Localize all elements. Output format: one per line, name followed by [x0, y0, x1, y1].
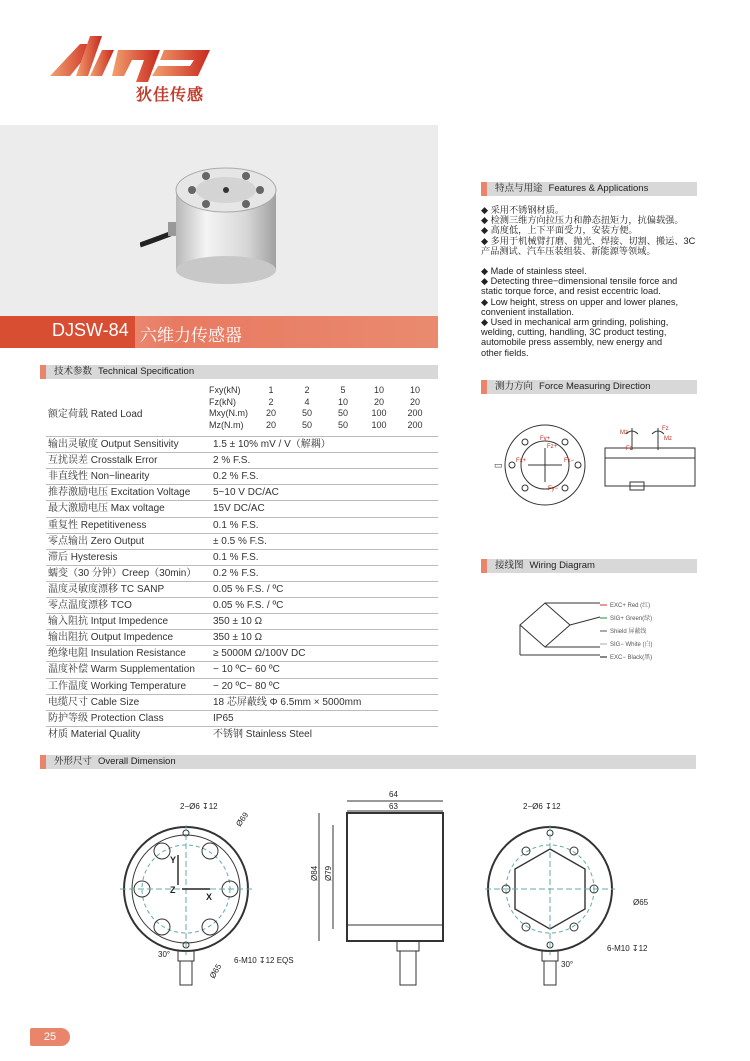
- axis-y: Y: [170, 855, 177, 865]
- spec-key: 输入阻抗 Intput Impedence: [48, 616, 169, 628]
- force-direction-diagram: [490, 420, 700, 520]
- force-label-fx-plus: Fx+: [516, 458, 527, 464]
- force-label-fx-minus: Fx−: [564, 458, 575, 464]
- right-pcd: Ø65: [633, 898, 649, 907]
- panel-curve: [340, 125, 460, 325]
- spec-row: [46, 710, 438, 727]
- rated-load-value: 100: [371, 419, 387, 430]
- feature-line: automobile press assembly, new energy and: [481, 337, 663, 348]
- rated-load-row: [209, 397, 433, 409]
- rated-load-value: 50: [337, 408, 348, 418]
- spec-value: 不锈钢 Stainless Steel: [213, 728, 312, 740]
- left-holes-label: 2−Ø6 ↧12: [180, 802, 218, 811]
- spec-key: 零点输出 Zero Output: [48, 535, 145, 547]
- product-title-bar: [0, 316, 438, 348]
- rated-load-row-name: Mz(N.m): [209, 419, 244, 430]
- dimension-bottom-view: [485, 785, 695, 995]
- spec-row: [46, 629, 438, 646]
- spec-row: [46, 678, 438, 695]
- force-label-fy-plus: Fy+: [540, 436, 551, 442]
- product-model: DJSW-84: [52, 320, 129, 340]
- brand-name-cn: 狄佳传感: [136, 87, 205, 104]
- spec-value: 350 ± 10 Ω: [213, 632, 263, 644]
- spec-value: 18 芯屏蔽线 Φ 6.5mm × 5000mm: [213, 696, 362, 708]
- side-width-inner: 63: [389, 802, 398, 811]
- spec-key: 工作温度 Working Temperature: [48, 680, 187, 692]
- spec-value: 1.5 ± 10% mV / V（解耦）: [213, 439, 331, 450]
- spec-row: [46, 500, 438, 517]
- spec-value: ± 0.5 % F.S.: [213, 535, 267, 547]
- spec-value: 0.2 % F.S.: [213, 471, 259, 483]
- feature-line: convenient installation.: [481, 306, 574, 317]
- rated-load-value: 100: [371, 408, 387, 418]
- rated-load-row: [209, 385, 433, 397]
- rated-load-row: [209, 408, 433, 420]
- rated-load: [46, 385, 438, 435]
- spec-value: 2 % F.S.: [213, 455, 251, 467]
- spec-row: [46, 468, 438, 485]
- spec-key: 输出灵敏度 Output Sensitivity: [48, 439, 179, 450]
- spec-value: ≥ 5000M Ω/100V DC: [213, 648, 306, 660]
- wire-label: SIG+ Green(绿): [610, 616, 653, 622]
- spec-key: 最大激励电压 Max voltage: [48, 503, 165, 515]
- rated-load-value: 2: [268, 396, 274, 407]
- force-label-fz-1: Fz: [626, 446, 633, 452]
- wire-label: SIG− White (白): [610, 642, 653, 648]
- rated-load-row: [209, 420, 433, 432]
- feature-line: ◆ Low height, stress on upper and lower planes,: [481, 296, 679, 307]
- svg-text:▭: ▭: [494, 460, 503, 470]
- spec-key: 滞后 Hysteresis: [48, 551, 118, 563]
- spec-key: 重复性 Repetitiveness: [48, 519, 147, 531]
- rated-load-value: 10: [337, 396, 348, 407]
- rated-load-value: 200: [407, 408, 423, 418]
- spec-row: [46, 565, 438, 582]
- spec-row: [46, 613, 438, 630]
- spec-row: [46, 661, 438, 678]
- rated-load-value: 20: [409, 396, 420, 407]
- rated-load-value: 4: [304, 396, 310, 407]
- feature-line: ◆ 采用不锈钢材质。: [481, 205, 565, 215]
- feature-line: static torque force, and resist eccentric load.: [481, 286, 661, 297]
- section-force-direction: 测力方向 Force Measuring Direction: [481, 380, 697, 394]
- product-image: [140, 160, 300, 295]
- spec-value: − 10 ºC~ 60 ºC: [213, 664, 280, 676]
- page-number: 25: [30, 1028, 70, 1046]
- wire-label: EXC− Black(黑): [610, 655, 653, 661]
- rated-load-grid: [209, 385, 433, 431]
- spec-key: 温度灵敏度漂移 TC SANP: [48, 583, 165, 595]
- spec-key: 绝缘电阻 Insulation Resistance: [48, 648, 186, 660]
- feature-line: welding, cutting, handling, 3C product testing,: [481, 327, 667, 338]
- feature-line: ◆ Detecting three−dimensional tensile force and: [481, 276, 678, 287]
- rated-load-value: 200: [407, 419, 423, 430]
- section-features: 特点与用途 Features & Applications: [481, 182, 697, 196]
- rated-load-label: 额定荷载 Rated Load: [48, 409, 143, 420]
- spec-key: 电缆尺寸 Cable Size: [48, 696, 140, 708]
- spec-key: 输出阻抗 Output Impedence: [48, 632, 174, 644]
- spec-value: 0.1 % F.S.: [213, 519, 259, 531]
- side-width-outer: 64: [389, 790, 398, 799]
- section-technical-spec: 技术参数 Technical Specification: [40, 365, 438, 379]
- rated-load-value: 5: [340, 385, 346, 395]
- spec-key: 非直线性 Non−linearity: [48, 471, 150, 483]
- side-height-outer: Ø84: [310, 865, 319, 881]
- spec-value: 15V DC/AC: [213, 503, 265, 515]
- feature-line: ◆ Made of stainless steel.: [481, 266, 587, 277]
- feature-line: other fields.: [481, 347, 529, 358]
- spec-value: IP65: [213, 712, 234, 724]
- right-thread: 6-M10 ↧12: [607, 944, 648, 953]
- spec-key: 温度补偿 Warm Supplementation: [48, 664, 195, 676]
- spec-value: 350 ± 10 Ω: [213, 616, 263, 628]
- rated-load-value: 50: [301, 419, 312, 430]
- feature-line: ◆ 高度低，上下平面受力，安装方便。: [481, 225, 638, 236]
- wire-label: EXC+ Red (红): [610, 603, 651, 609]
- dimension-top-view: [110, 785, 310, 995]
- spec-key: 材质 Material Quality: [48, 728, 141, 740]
- feature-line: ◆ 多用于机械臂打磨、抛光、焊接、切割、搬运、3C: [481, 235, 696, 246]
- axis-z: Z: [170, 885, 176, 895]
- rated-load-value: 50: [301, 408, 312, 418]
- left-angle: 30°: [158, 950, 171, 959]
- spec-value: 0.2 % F.S.: [213, 567, 259, 579]
- spec-row: [46, 726, 438, 743]
- spec-row: [46, 597, 438, 614]
- spec-row: [46, 645, 438, 662]
- spec-row: [46, 484, 438, 501]
- spec-row: [46, 436, 438, 453]
- rated-load-value: 2: [304, 385, 310, 395]
- feature-line: ◆ 检测三维方向拉压力和静态扭矩力，抗偏载强。: [481, 215, 684, 226]
- spec-row: [46, 517, 438, 534]
- dimension-side-view: [305, 785, 455, 995]
- spec-value: 0.1 % F.S.: [213, 551, 259, 563]
- spec-value: − 20 ºC~ 80 ºC: [213, 680, 280, 692]
- left-pcd-outer: Ø69: [234, 810, 251, 829]
- rated-load-value: 10: [373, 385, 384, 395]
- wire-label: Shield 屏蔽线: [610, 629, 647, 635]
- rated-load-value: 20: [265, 408, 276, 418]
- force-label-fy-minus: Fy−: [548, 486, 559, 492]
- product-name-cn: 六维力传感器: [140, 326, 242, 345]
- rated-load-value: 1: [268, 385, 274, 395]
- spec-row: [46, 533, 438, 550]
- force-label-mz-1: Mz: [620, 430, 628, 436]
- spec-row: [46, 581, 438, 598]
- left-thread: 6-M10 ↧12 EQS: [234, 956, 294, 965]
- feature-line: ◆ Used in mechanical arm grinding, polishing,: [481, 317, 669, 328]
- spec-key: 防护等级 Protection Class: [48, 712, 164, 724]
- spec-key: 推荐激励电压 Excitation Voltage: [48, 487, 191, 499]
- spec-value: 5~10 V DC/AC: [213, 487, 279, 499]
- axis-x: X: [206, 892, 213, 902]
- spec-value: 0.05 % F.S. / ºC: [213, 583, 284, 595]
- spec-value: 0.05 % F.S. / ºC: [213, 600, 284, 611]
- rated-load-row-name: Mxy(N.m): [209, 408, 248, 418]
- rated-load-row-name: Fxy(kN): [209, 385, 241, 395]
- spec-row: [46, 549, 438, 566]
- spec-row: [46, 694, 438, 711]
- rated-load-value: 50: [337, 419, 348, 430]
- force-label-mz-2: Mz: [664, 436, 672, 442]
- wiring-diagram: [515, 595, 715, 665]
- left-pcd-inner: Ø65: [207, 962, 224, 980]
- spec-key: 蠕变（30 分钟）Creep（30min）: [48, 567, 197, 579]
- section-overall-dimension: 外形尺寸 Overall Dimension: [40, 755, 696, 769]
- spec-row: [46, 452, 438, 469]
- rated-load-value: 10: [409, 385, 420, 395]
- rated-load-row-name: Fz(kN): [209, 396, 236, 407]
- right-holes-label: 2−Ø6 ↧12: [523, 802, 561, 811]
- force-label-fz-plus: Fz+: [547, 444, 558, 450]
- right-angle: 30°: [561, 960, 574, 969]
- force-label-fz-2: Fz: [662, 426, 669, 432]
- spec-key: 互扰误差 Crosstalk Error: [48, 455, 158, 467]
- feature-line: 产品测试、汽车压装组装、新能源等领域。: [481, 245, 656, 256]
- spec-key: 零点温度漂移 TCO: [48, 600, 132, 611]
- features-text: [481, 205, 697, 358]
- rated-load-value: 20: [265, 419, 276, 430]
- section-wiring: 接线图 Wiring Diagram: [481, 559, 697, 573]
- side-height-inner: Ø79: [324, 865, 333, 881]
- rated-load-value: 20: [373, 396, 384, 407]
